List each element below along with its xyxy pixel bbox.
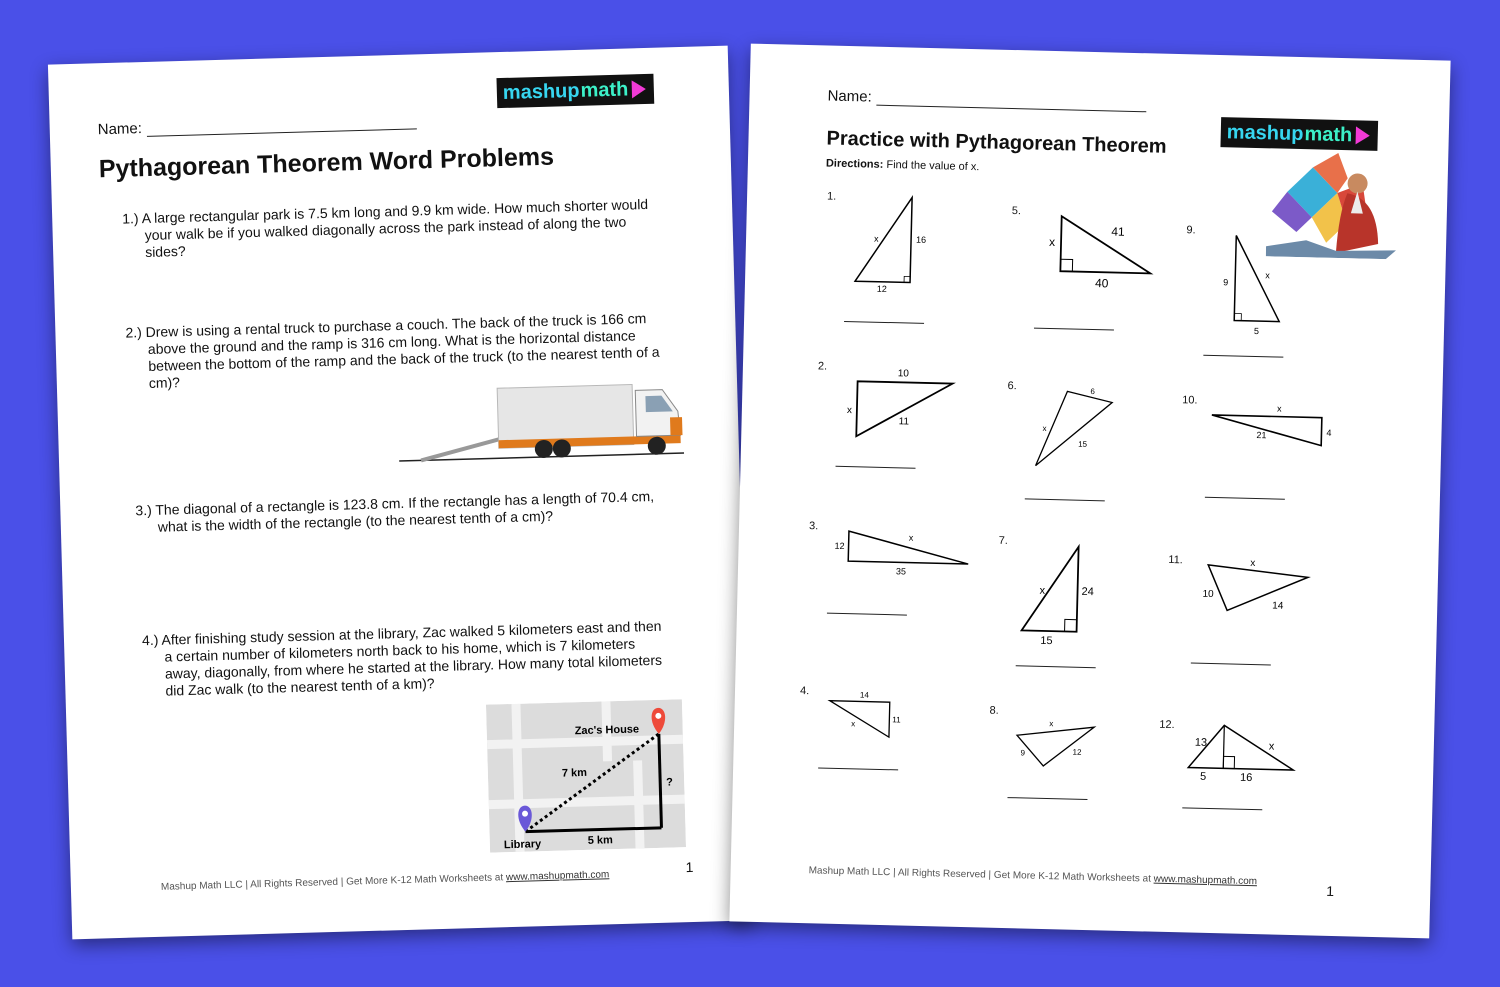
north-label: ? — [666, 776, 674, 789]
east-label: 5 km — [587, 834, 614, 847]
diagonal-label: 7 km — [561, 766, 588, 780]
answer-line[interactable] — [1016, 665, 1096, 668]
name-field-row — [98, 112, 418, 138]
side-label: 24 — [1081, 585, 1094, 599]
side-label: x — [908, 532, 914, 543]
side-label: 15 — [1078, 439, 1088, 449]
side-label: 4 — [1326, 427, 1332, 438]
right-angle-mark — [1065, 619, 1077, 631]
footer-link[interactable]: www.mashupmath.com — [1153, 873, 1258, 888]
house-label: Zac's House — [574, 723, 640, 738]
side-label: x — [846, 405, 853, 417]
side-label: x — [1250, 557, 1256, 570]
directions-label: Directions: — [825, 157, 884, 171]
side-label: 5 — [1199, 770, 1207, 783]
side-label: 14 — [859, 690, 869, 700]
play-triangle-icon — [632, 80, 646, 98]
page-number: 1 — [1326, 882, 1335, 900]
side-label: 35 — [895, 566, 907, 577]
side-label: x — [1048, 234, 1056, 250]
name-label: Name: — [827, 87, 872, 106]
side-label: 12 — [834, 540, 845, 552]
page-footer: Mashup Math LLC | All Rights Reserved | Get More K-12 Math Worksheets at www.mashupmath.com — [808, 865, 1258, 888]
mashupmath-logo: mashup math — [496, 74, 654, 108]
side-label: 6 — [1090, 386, 1095, 397]
triangle-shape — [1060, 216, 1151, 273]
practice-worksheet: Name: mashup math Practice with Pythagorean Theorem Directions: Find the value of x. 1. x 16 12 2. 10 x 11 3. 12 x 35 4. 14 x 11 5. 41 x 40 6. 6 x 15 7. x 24 15 8. x 9 12 9. 9 x 5 10. x 21 4 11. x 10 14 12. 13 x 5 16 Mashup Math LLC | All Rights Reserved | Get More K-12 Math Worksheets at www.mashupmath.com 1 — [729, 44, 1450, 939]
triangle-shape — [829, 701, 890, 737]
ramp — [421, 438, 505, 460]
right-angle-mark — [1234, 313, 1241, 320]
triangle-shape — [1207, 565, 1308, 612]
mashupmath-logo: mashup math — [1220, 117, 1378, 151]
side-label: 13 — [1194, 736, 1208, 749]
side-label: 16 — [1239, 771, 1253, 785]
side-label: 11 — [892, 715, 901, 725]
side-label: 9 — [1020, 748, 1026, 758]
triangle-shape — [1016, 725, 1094, 767]
side-label: 10 — [1202, 588, 1214, 601]
directions — [826, 157, 980, 173]
side-label: x — [1276, 403, 1282, 414]
side-label: x — [1268, 740, 1275, 753]
side-label: x — [851, 719, 856, 729]
triangle-shape — [1234, 235, 1281, 321]
name-line — [147, 114, 417, 137]
triangle-shape — [856, 381, 952, 438]
worksheet-title: Practice with Pythagorean Theorem — [826, 127, 1167, 158]
side-label: 11 — [898, 416, 910, 428]
word-problems-worksheet — [48, 46, 752, 940]
truck-illustration — [397, 377, 689, 475]
problem-3: 3.) The diagonal of a rectangle is 123.8 cm. If the rectangle has a length of 70.4 cm, what is the width of the rectangle (to the nearest tenth of a cm)? — [135, 487, 655, 535]
play-triangle-icon — [1356, 126, 1370, 144]
side-label: 40 — [1094, 276, 1109, 291]
triangle-shape — [1036, 391, 1113, 468]
side-label: 14 — [1272, 600, 1284, 612]
name-field-row — [827, 87, 1147, 112]
side-label: x — [873, 233, 879, 244]
side-label: x — [1039, 584, 1046, 597]
side-label: x — [1042, 423, 1047, 433]
side-label: 12 — [1072, 747, 1082, 757]
footer-link[interactable]: www.mashupmath.com — [505, 869, 610, 884]
right-angle-mark — [1223, 756, 1234, 768]
page-number: 1 — [685, 858, 694, 876]
side-label: 21 — [1256, 430, 1267, 441]
name-line — [877, 91, 1147, 113]
triangle-shape — [1022, 545, 1079, 631]
right-angle-mark — [1060, 259, 1072, 271]
problem-4: 4.) After finishing study session at the library, Zac walked 5 kilometers east and then a certain number of kilometers north back to his home, which is 7 kilometers away, diagonally, from where he started at the library. How many total kilometers did Zac walk (to the nearest tenth of a km)? — [141, 617, 663, 699]
side-label: 41 — [1111, 224, 1125, 239]
truck-bumper — [670, 417, 682, 435]
side-label: 12 — [876, 283, 888, 294]
side-label: 15 — [1040, 634, 1053, 648]
problem-2: 2.) Drew is using a rental truck to purchase a couch. The back of the truck is 166 cm above the ground and the ramp is 316 cm long. What is the horizontal distance between the bottom of the ramp and the back of the truck (to the nearest tenth of a cm)? — [125, 310, 660, 391]
right-angle-mark — [904, 276, 910, 282]
triangle-shape — [855, 196, 912, 282]
side-label: 9 — [1223, 277, 1229, 288]
library-label: Library — [503, 838, 542, 852]
name-label: Name: — [97, 120, 143, 139]
worksheet-title: Pythagorean Theorem Word Problems — [98, 142, 555, 184]
side-label: x — [1049, 719, 1054, 729]
side-label: 10 — [897, 368, 910, 380]
directions-text: Find the value of x. — [883, 158, 980, 174]
side-label: 16 — [915, 234, 927, 245]
side-label: x — [1265, 270, 1270, 281]
page-footer: Mashup Math LLC | All Rights Reserved | Get More K-12 Math Worksheets at www.mashupmath.com — [160, 869, 610, 893]
side-label: 5 — [1253, 325, 1260, 337]
problem-1: 1.) A large rectangular park is 7.5 km long and 9.9 km wide. How much shorter would your walk be if you walked diagonally across the park instead of along the two sides? — [122, 195, 649, 261]
map-illustration — [486, 699, 686, 852]
